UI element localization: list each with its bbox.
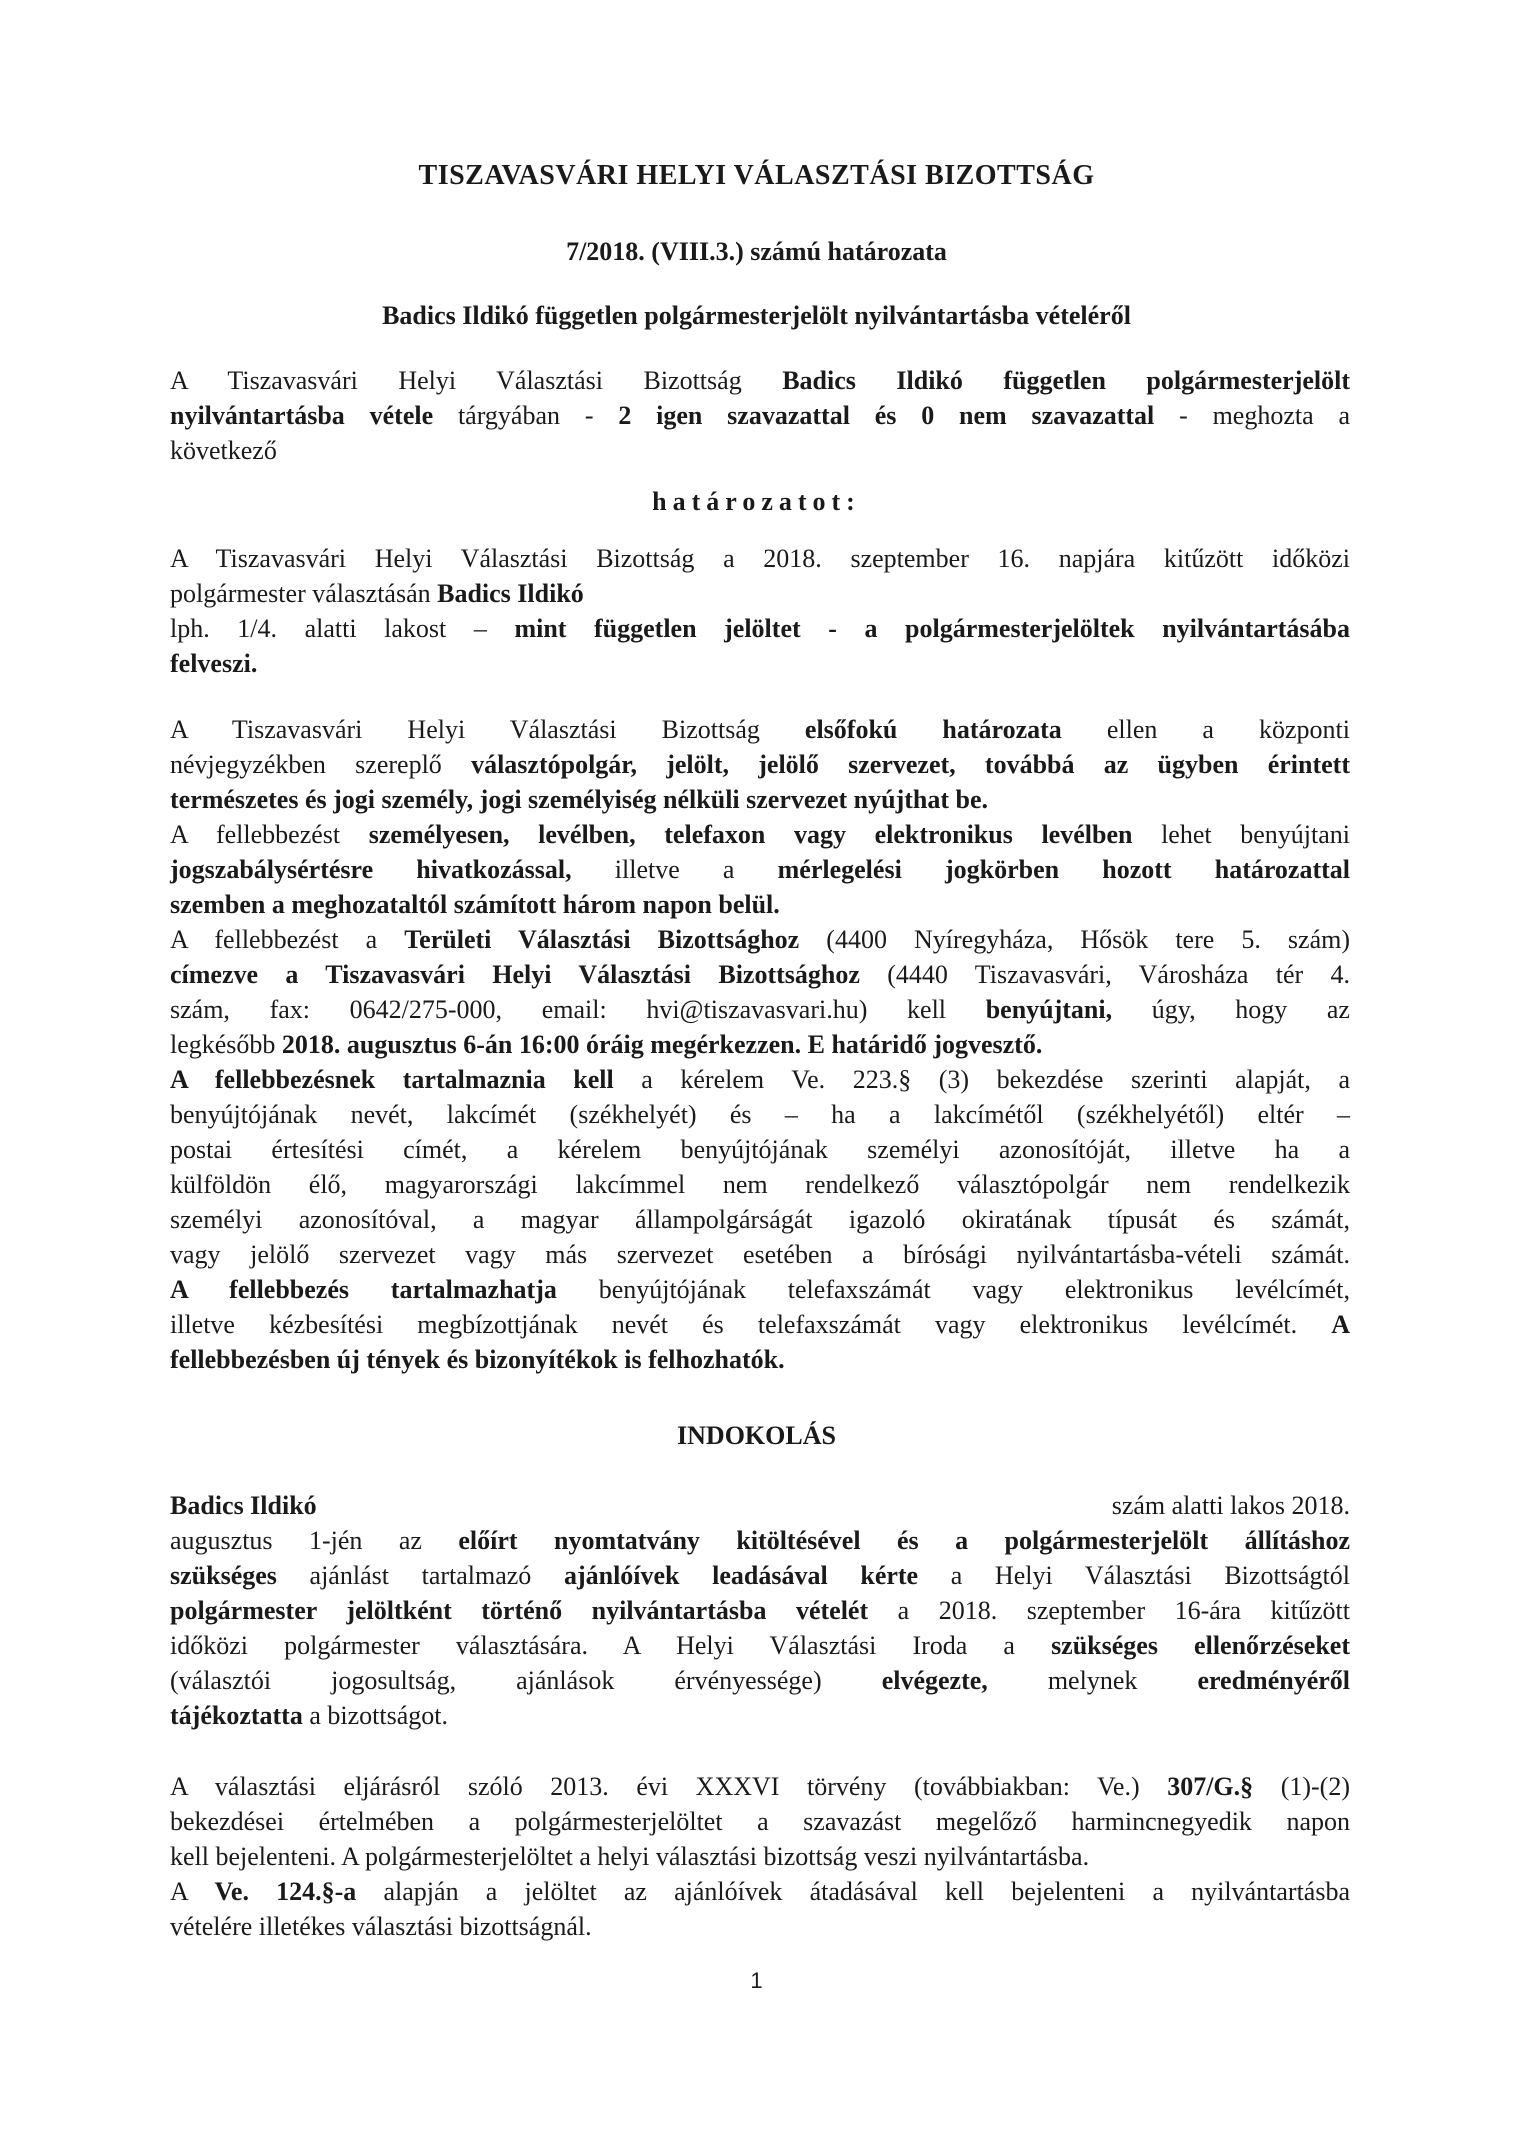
page-number: 1 <box>750 1968 763 1993</box>
appeal-line-2: névjegyzékben szereplő választópolgár, jelölt, jelölő szervezet, továbbá az ügyben érintett <box>170 750 1350 779</box>
reasoning-line-7: tájékoztatta a bizottságot. <box>170 1701 448 1730</box>
appeal-line-13: postai értesítési címét, a kérelem benyújtójának személyi azonosítóját, illetve ha a <box>170 1135 1350 1164</box>
appeal-line-5: jogszabálysértésre hivatkozással, illetve a mérlegelési jogkörben hozott határozattal <box>170 855 1351 884</box>
appeal-line-18: illetve kézbesítési megbízottjának nevét és telefaxszámát vagy elektronikus levélcímét. A <box>170 1310 1350 1339</box>
decision-line-3: lph. 1/4. alatti lakost – mint független jelöltet - a polgármesterjelöltek nyilvántartásába <box>170 614 1350 643</box>
appeal-line-14: külföldön élő, magyarországi lakcímmel nem rendelkező választópolgár nem rendelkezik <box>170 1170 1350 1199</box>
reasoning-heading: INDOKOLÁS <box>677 1421 836 1450</box>
appeal-line-16: vagy jelölő szervezet vagy más szervezet esetében a bírósági nyilvántartásba-vételi számát. <box>170 1240 1350 1269</box>
appeal-line-19: fellebbezésben új tények és bizonyítékok is felhozhatók. <box>170 1345 785 1374</box>
appeal-line-17: A fellebbezés tartalmazhatja benyújtójának telefaxszámát vagy elektronikus levélcímét, <box>170 1275 1350 1304</box>
decision-heading: határozatot: <box>652 487 861 516</box>
decision-line-1: A Tiszavasvári Helyi Választási Bizottság a 2018. szeptember 16. napjára kitűzött időközi <box>170 544 1350 573</box>
reasoning-line-1: Badics Ildikó szám alatti lakos 2018. <box>170 1488 1350 1523</box>
law-line-5: vételére illetékes választási bizottságnál. <box>170 1912 592 1941</box>
law-line-3: kell bejelenteni. A polgármesterjelöltet a helyi választási bizottság veszi nyilvántartásba. <box>170 1842 1090 1871</box>
reasoning-line-3: szükséges ajánlást tartalmazó ajánlóívek leadásával kérte a Helyi Választási Bizottságtól <box>170 1561 1351 1590</box>
law-line-2: bekezdései értelmében a polgármesterjelöltet a szavazást megelőző harmincnegyedik napon <box>170 1807 1350 1836</box>
appeal-line-6: szemben a meghozataltól számított három napon belül. <box>170 890 780 919</box>
reasoning-line-5: időközi polgármester választására. A Helyi Választási Iroda a szükséges ellenőrzéseket <box>170 1631 1350 1660</box>
decision-line-2: polgármester választásán Badics Ildikó <box>170 579 584 608</box>
appeal-line-10: legkésőbb 2018. augusztus 6-án 16:00 óráig megérkezzen. E határidő jogvesztő. <box>170 1030 1043 1059</box>
appeal-line-7: A fellebbezést a Területi Választási Bizottsághoz (4400 Nyíregyháza, Hősök tere 5. szám) <box>170 925 1350 954</box>
reasoning-line-2: augusztus 1-jén az előírt nyomtatvány kitöltésével és a polgármesterjelölt állításhoz <box>170 1526 1351 1555</box>
appeal-line-3: természetes és jogi személy, jogi személyiség nélküli szervezet nyújthat be. <box>170 785 989 814</box>
resolution-number: 7/2018. (VIII.3.) számú határozata <box>566 237 947 266</box>
intro-line-1: A Tiszavasvári Helyi Választási Bizottság Badics Ildikó független polgármesterjelölt <box>170 366 1350 395</box>
appeal-line-9: szám, fax: 0642/275-000, email: hvi@tiszavasvari.hu) kell benyújtani, úgy, hogy az <box>170 995 1350 1024</box>
appeal-line-1: A Tiszavasvári Helyi Választási Bizottság elsőfokú határozata ellen a központi <box>170 715 1350 744</box>
appeal-line-12: benyújtójának nevét, lakcímét (székhelyét) és – ha a lakcímétől (székhelyétől) eltér – <box>170 1100 1350 1129</box>
law-line-4: A Ve. 124.§-a alapján a jelöltet az ajánlóívek átadásával kell bejelenteni a nyilvántartásba <box>170 1877 1351 1906</box>
committee-title: TISZAVASVÁRI HELYI VÁLASZTÁSI BIZOTTSÁG <box>418 160 1095 191</box>
appeal-line-4: A fellebbezést személyesen, levélben, telefaxon vagy elektronikus levélben lehet benyújtani <box>170 820 1350 849</box>
decision-line-4: felveszi. <box>170 649 258 678</box>
appeal-line-11: A fellebbezésnek tartalmaznia kell a kérelem Ve. 223.§ (3) bekezdése szerinti alapját, a <box>170 1065 1350 1094</box>
appeal-line-8: címezve a Tiszavasvári Helyi Választási Bizottsághoz (4440 Tiszavasvári, Városháza tér 4. <box>170 960 1350 989</box>
resolution-subject: Badics Ildikó független polgármesterjelölt nyilvántartásba vételéről <box>382 301 1131 330</box>
reasoning-line-4: polgármester jelöltként történő nyilvántartásba vételét a 2018. szeptember 16-ára kitűzött <box>170 1596 1350 1625</box>
intro-line-2: nyilvántartásba vétele tárgyában - 2 igen szavazattal és 0 nem szavazattal - meghozta a <box>170 401 1350 430</box>
law-line-1: A választási eljárásról szóló 2013. évi XXXVI törvény (továbbiakban: Ve.) 307/G.§ (1)-(2) <box>170 1772 1350 1801</box>
reasoning-line-6: (választói jogosultság, ajánlások érvényessége) elvégezte, melynek eredményéről <box>170 1666 1351 1695</box>
reasoning-line-1-tail: szám alatti lakos 2018. <box>1111 1491 1350 1520</box>
intro-line-3: következő <box>170 436 277 465</box>
appeal-line-15: személyi azonosítóval, a magyar állampolgárságát igazoló okiratának típusát és számát, <box>170 1205 1350 1234</box>
